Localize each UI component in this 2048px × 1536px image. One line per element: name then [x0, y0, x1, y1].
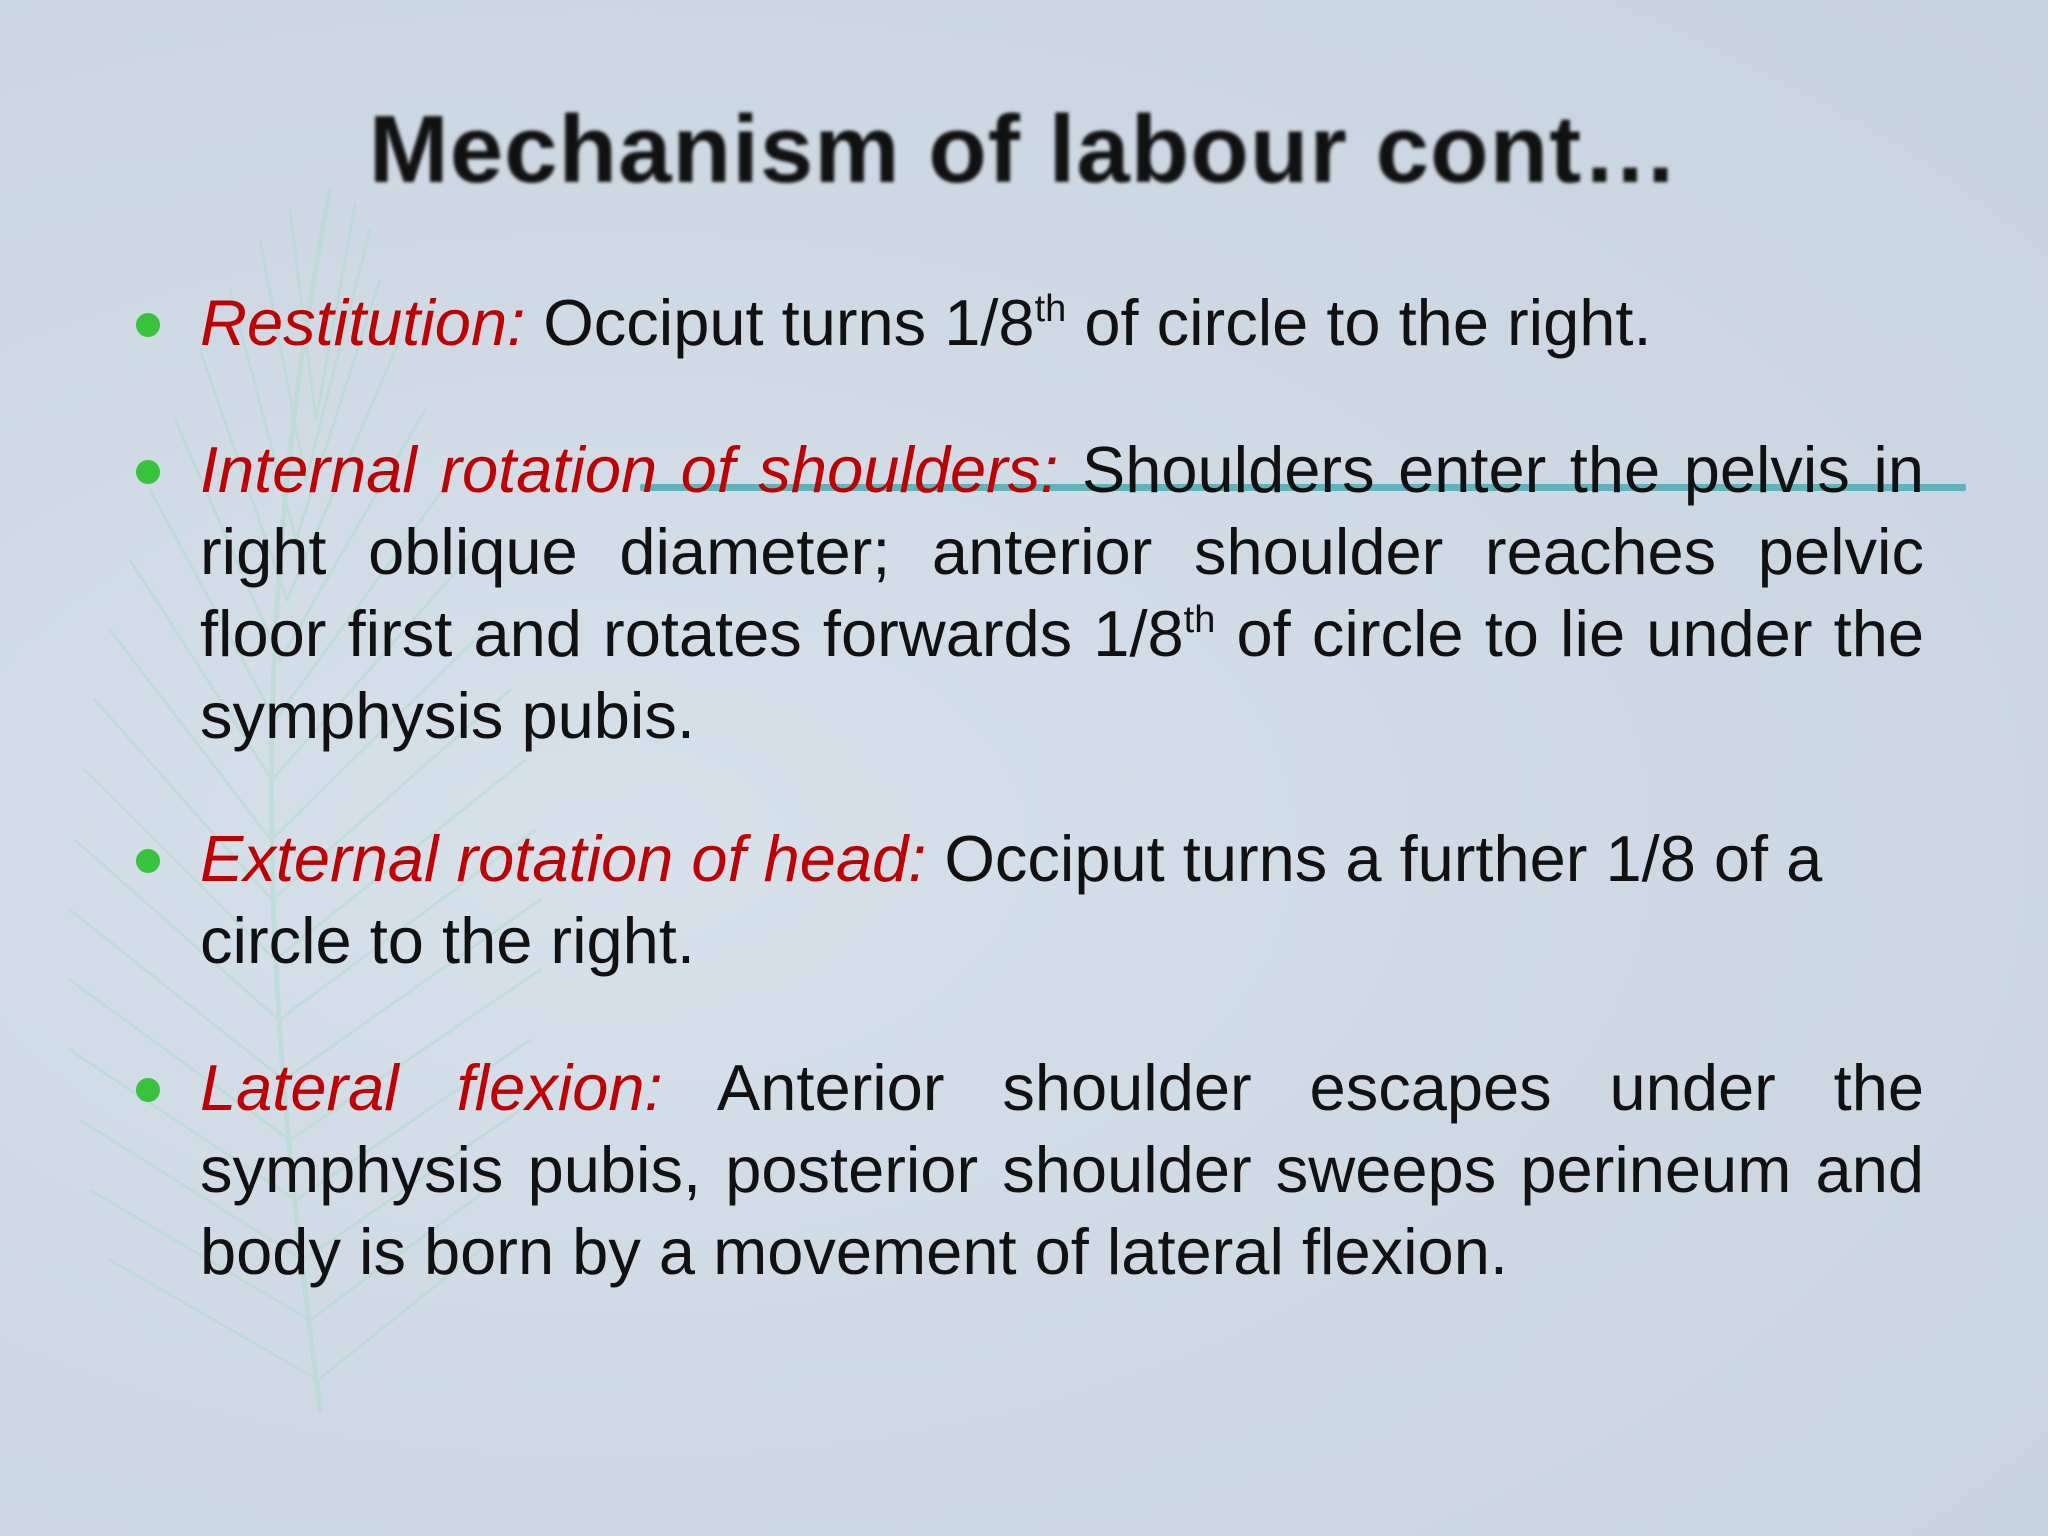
bullet-text-continued: of circle to the right.	[1084, 286, 1652, 359]
bullet-item-lateral-flexion	[200, 1047, 1924, 1293]
bullet-item-restitution	[200, 282, 1924, 364]
bullet-dot	[136, 849, 160, 873]
bullet-dot	[136, 1078, 160, 1102]
slide-title: Mechanism of labour cont…	[368, 96, 1680, 203]
bullet-text: Occiput turns 1/8	[543, 286, 1035, 359]
bullet-text: Occiput turns a further 1/8 of a circle to the right.	[200, 822, 1823, 977]
bullet-term: Internal rotation of shoulders:	[200, 433, 1059, 506]
bullet-text-continued: of circle to lie under the symphysis pubis.	[200, 597, 1924, 752]
bullet-dot	[136, 460, 160, 484]
bullet-term: Restitution:	[200, 286, 526, 359]
bullet-text: Anterior shoulder escapes under the symphysis pubis, posterior shoulder sweeps perineum and body is born by a movement of lateral flexion.	[200, 1051, 1924, 1288]
bullet-term: External rotation of head:	[200, 822, 927, 895]
bullet-item-external-rotation	[200, 818, 1900, 982]
superscript: th	[1034, 288, 1067, 330]
bullet-text: Shoulders enter the pelvis in right oblique diameter; anterior shoulder reaches pelvic floor first and rotates forwards 1/8	[200, 433, 1925, 670]
superscript: th	[1183, 599, 1216, 641]
bullet-item-internal-rotation	[200, 429, 1924, 757]
bullet-term: Lateral flexion:	[200, 1051, 663, 1124]
bullet-dot	[136, 313, 160, 337]
